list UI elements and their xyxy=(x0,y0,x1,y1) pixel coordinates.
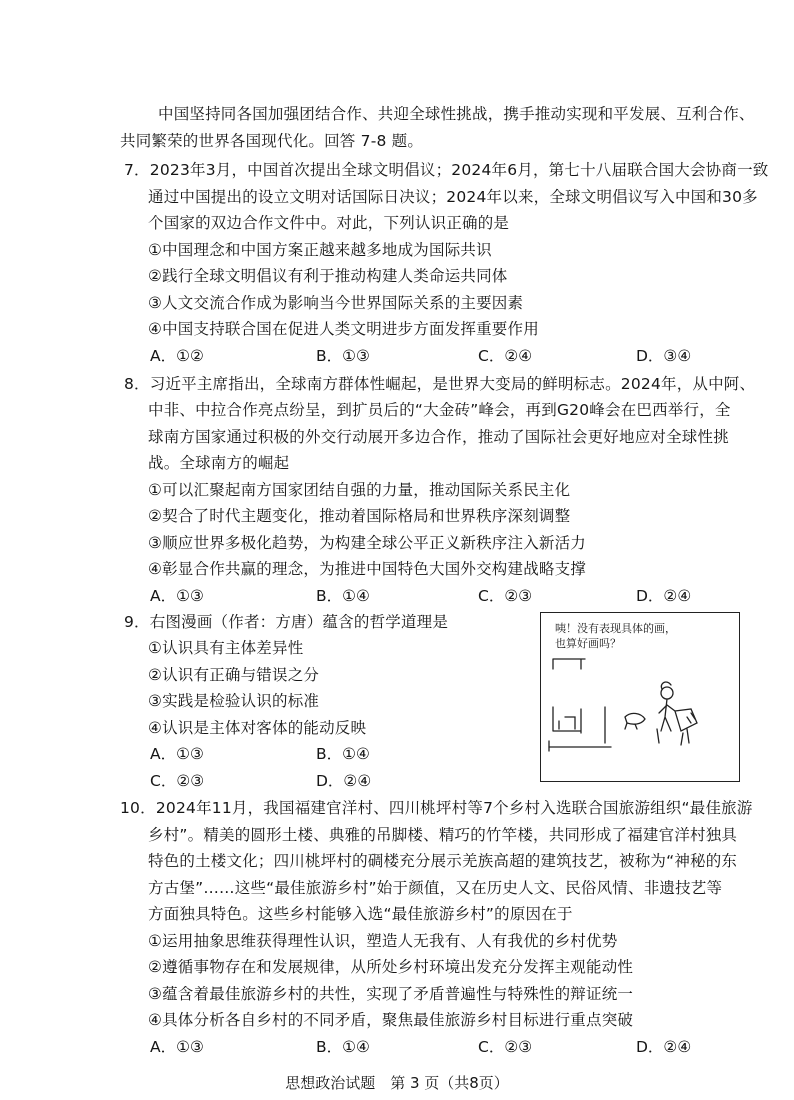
q8-statement-3: ③顺应世界多极化趋势，为构建全球公平正义新秩序注入新活力 xyxy=(148,534,586,552)
q8-option-d[interactable]: D．②④ xyxy=(636,587,692,605)
q8-stem-line-4: 战。全球南方的崛起 xyxy=(148,454,290,472)
q7-option-d[interactable]: D．③④ xyxy=(636,347,692,365)
q7-statement-2: ②践行全球文明倡议有利于推动构建人类命运共同体 xyxy=(148,267,508,285)
intro-line-1: 中国坚持同各国加强团结合作、共迎全球性挑战，携手推动实现和平发展、互利合作、 xyxy=(158,105,755,123)
cartoon-caption-line-2: 也算好画吗？ xyxy=(555,637,621,650)
q9-statement-2: ②认识有正确与错误之分 xyxy=(148,666,320,684)
q7-statement-1: ①中国理念和中国方案正越来越多地成为国际共识 xyxy=(148,241,492,259)
q9-option-a[interactable]: A．①③ xyxy=(150,745,204,763)
q10-statement-3: ③蕴含着最佳旅游乡村的共性，实现了矛盾普遍性与特殊性的辩证统一 xyxy=(148,985,634,1003)
q8-option-b[interactable]: B．①④ xyxy=(316,587,370,605)
intro-line-2: 共同繁荣的世界各国现代化。回答 7-8 题。 xyxy=(120,132,424,150)
q7-stem-line-3: 个国家的双边合作文件中。对此，下列认识正确的是 xyxy=(148,214,510,232)
q9-option-d[interactable]: D．②④ xyxy=(316,772,372,790)
q10-option-b[interactable]: B．①④ xyxy=(316,1038,370,1056)
q7-statement-4: ④中国支持联合国在促进人类文明进步方面发挥重要作用 xyxy=(148,320,539,338)
q9-stem: 9．右图漫画（作者：方唐）蕴含的哲学道理是 xyxy=(124,613,449,631)
q9-statement-4: ④认识是主体对客体的能动反映 xyxy=(148,719,367,737)
q7-option-b[interactable]: B．①③ xyxy=(316,347,370,365)
q10-option-a[interactable]: A．①③ xyxy=(150,1038,204,1056)
q10-stem-line-5: 方面独具特色。这些乡村能够入选“最佳旅游乡村”的原因在于 xyxy=(148,905,573,923)
q8-stem-line-2: 中非、中拉合作亮点纷呈，到扩员后的“大金砖”峰会，再到G20峰会在巴西举行，全 xyxy=(148,401,731,419)
q7-option-c[interactable]: C．②④ xyxy=(478,347,533,365)
q10-stem-line-1: 10．2024年11月，我国福建官洋村、四川桃坪村等7个乡村入选联合国旅游组织“最佳旅游 xyxy=(120,799,753,817)
q7-stem-line-1: 7．2023年3月，中国首次提出全球文明倡议；2024年6月，第七十八届联合国大会协商一致 xyxy=(124,161,769,179)
q7-stem-line-2: 通过中国提出的设立文明对话国际日决议；2024年以来，全球文明倡议写入中国和30多 xyxy=(148,188,758,206)
q9-option-b[interactable]: B．①④ xyxy=(316,745,370,763)
cartoon-illustration xyxy=(540,612,740,782)
cartoon-drawing xyxy=(541,613,738,780)
q7-statement-3: ③人文交流合作成为影响当今世界国际关系的主要因素 xyxy=(148,294,524,312)
q10-stem-line-2: 乡村”。精美的圆形土楼、典雅的吊脚楼、精巧的竹竿楼，共同形成了福建官洋村独具 xyxy=(148,826,738,844)
q10-option-d[interactable]: D．②④ xyxy=(636,1038,692,1056)
q8-statement-1: ①可以汇聚起南方国家团结自强的力量，推动国际关系民主化 xyxy=(148,481,571,499)
q8-stem-line-3: 球南方国家通过积极的外交行动展开多边合作，推动了国际社会更好地应对全球性挑 xyxy=(148,428,729,446)
q8-option-c[interactable]: C．②③ xyxy=(478,587,533,605)
q10-stem-line-4: 方古堡”……这些“最佳旅游乡村”始于颜值，又在历史人文、民俗风情、非遗技艺等 xyxy=(148,879,723,897)
q8-option-a[interactable]: A．①③ xyxy=(150,587,204,605)
q9-statement-1: ①认识具有主体差异性 xyxy=(148,639,304,657)
cartoon-caption-line-1: 咦！没有表现具体的画， xyxy=(555,622,676,635)
q9-option-c[interactable]: C．②③ xyxy=(150,772,205,790)
q10-statement-4: ④具体分析各自乡村的不同矛盾，聚焦最佳旅游乡村目标进行重点突破 xyxy=(148,1011,634,1029)
q10-statement-2: ②遵循事物存在和发展规律，从所处乡村环境出发充分发挥主观能动性 xyxy=(148,958,634,976)
q8-statement-4: ④彰显合作共赢的理念，为推进中国特色大国外交构建战略支撑 xyxy=(148,560,586,578)
q7-option-a[interactable]: A．①② xyxy=(150,347,204,365)
q10-stem-line-3: 特色的土楼文化；四川桃坪村的碉楼充分展示羌族高超的建筑技艺，被称为“神秘的东 xyxy=(148,852,738,870)
q8-statement-2: ②契合了时代主题变化，推动着国际格局和世界秩序深刻调整 xyxy=(148,507,571,525)
q10-option-c[interactable]: C．②③ xyxy=(478,1038,533,1056)
q8-stem-line-1: 8．习近平主席指出，全球南方群体性崛起，是世界大变局的鲜明标志。2024年，从中阿、 xyxy=(124,375,756,393)
q10-statement-1: ①运用抽象思维获得理性认识，塑造人无我有、人有我优的乡村优势 xyxy=(148,932,618,950)
page-footer: 思想政治试题 第 3 页（共8页） xyxy=(285,1074,509,1092)
q9-statement-3: ③实践是检验认识的标准 xyxy=(148,692,320,710)
